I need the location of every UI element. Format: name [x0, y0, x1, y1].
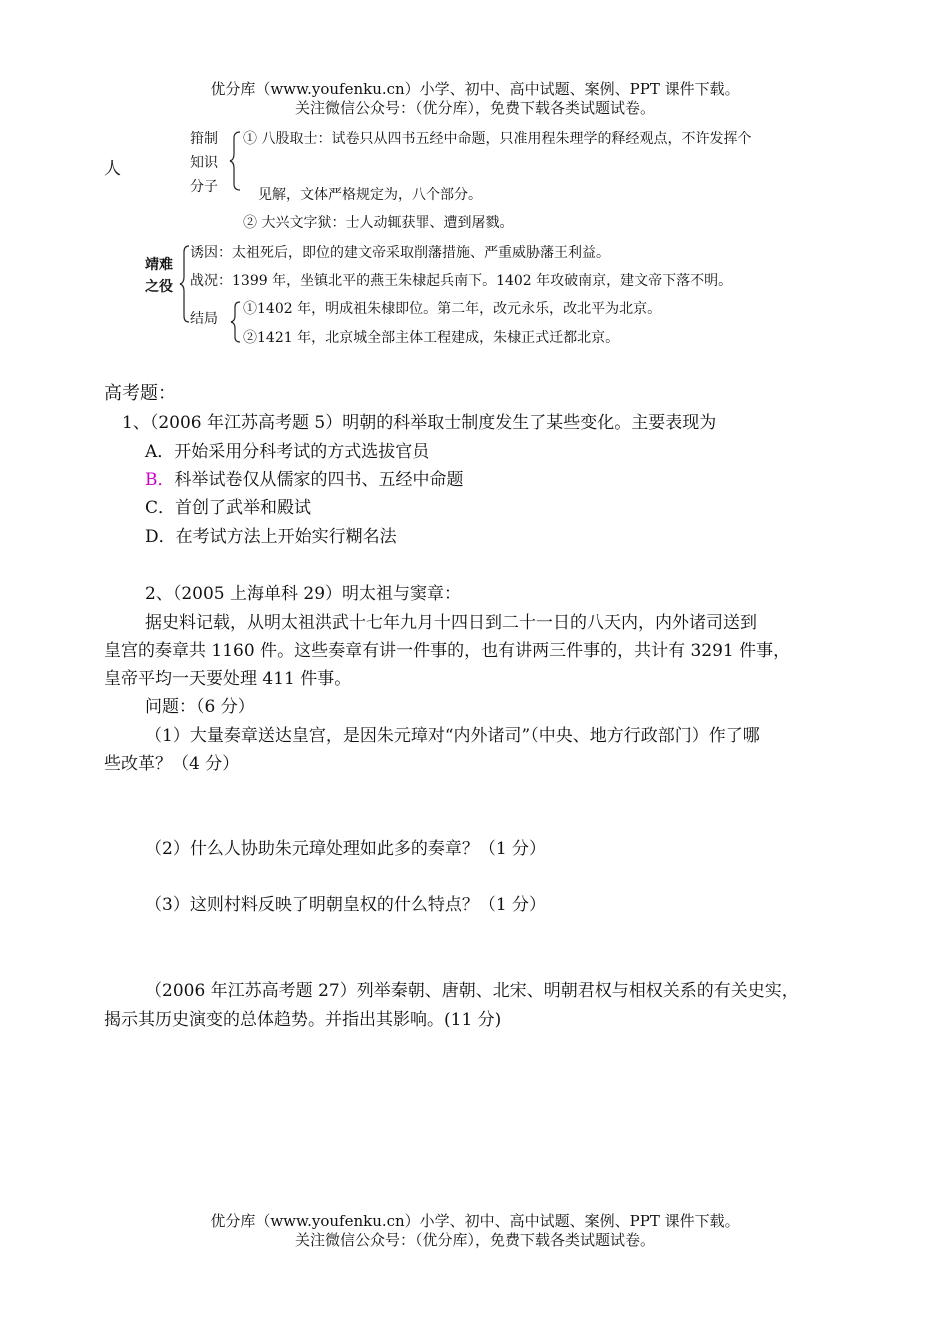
outline-jizhi-2: 知识 [190, 155, 218, 171]
q1-option-d [145, 526, 397, 548]
outline-ren: 人 [104, 159, 121, 179]
gaokao-title: 高考题： [104, 383, 176, 404]
q1-option-a-text: 开始采用分科考试的方式选拔官员 [174, 442, 430, 462]
q2-para-line-3: 皇帝平均一天要处理 411 件事。 [104, 669, 352, 689]
q1-option-a [145, 441, 429, 463]
outline-item-1-a: ① 八股取士：试卷只从四书五经中命题，只准用程朱理学的释经观点，不许发挥个 [243, 131, 752, 147]
outline-jieju: 结局 [190, 311, 218, 327]
outline-jingnan-1: 靖难 [145, 257, 173, 273]
q1-option-d-text: 在考试方法上开始实行糊名法 [175, 527, 397, 547]
q1-option-c-key: C． [145, 498, 176, 518]
q2-sub1-line-1: （1）大量奏章送达皇宫，是因朱元璋对“内外诸司”（中央、地方行政部门）作了哪 [145, 726, 760, 746]
q1-option-b-key: B． [145, 470, 175, 490]
q3-line-1: （2006 年江苏高考题 27）列举秦朝、唐朝、北宋、明朝君权与相权关系的有关史实， [145, 981, 799, 1001]
q2-para-line-1: 据史料记载，从明太祖洪武十七年九月十四日到二十一日的八天内，内外诸司送到 [145, 613, 757, 633]
outline-jieju-1: ①1402 年，明成祖朱棣即位。第二年，改元永乐，改北平为北京。 [243, 301, 662, 317]
q1-option-b-text: 科举试卷仅从儒家的四书、五经中命题 [174, 470, 464, 490]
outline-jieju-2: ②1421 年，北京城全部主体工程建成，朱棣正式迁都北京。 [243, 330, 620, 346]
q2-wenti: 问题：（6 分） [145, 697, 255, 717]
q3-line-2: 揭示其历史演变的总体趋势。并指出其影响。(11 分) [104, 1010, 502, 1030]
brace-jizhi [229, 130, 243, 192]
outline-zhankuang: 战况：1399 年，坐镇北平的燕王朱棣起兵南下。1402 年攻破南京，建文帝下落不明。 [190, 273, 733, 289]
q1-option-b [145, 469, 464, 491]
outline-item-2: ② 大兴文字狱：士人动辄获罪、遭到屠戮。 [243, 215, 514, 231]
q2-para-line-2: 皇宫的奏章共 1160 件。这些奏章有讲一件事的，也有讲两三件事的，共计有 3291 件事， [104, 641, 791, 661]
header-line-2: 关注微信公众号：（优分库），免费下载各类试题试卷。 [294, 99, 655, 117]
q2-sub3: （3）这则村料反映了明朝皇权的什么特点？（1 分） [145, 895, 547, 915]
q2-stem: 2、（2005 上海单科 29）明太祖与窦章： [145, 584, 462, 604]
outline-item-1-b: 见解，文体严格规定为，八个部分。 [258, 187, 482, 203]
outline-jingnan-2: 之役 [145, 279, 173, 295]
outline-jizhi-1: 箝制 [190, 131, 218, 147]
footer-line-1: 优分库（www.youfenku.cn）小学、初中、高中试题、案例、PPT 课件下载。 [210, 1212, 740, 1230]
q1-option-d-key: D． [145, 527, 176, 547]
q1-option-c-text: 首创了武举和殿试 [175, 498, 312, 518]
footer-line-2: 关注微信公众号：（优分库），免费下载各类试题试卷。 [294, 1231, 655, 1249]
q2-sub2: （2）什么人协助朱元璋处理如此多的奏章？（1 分） [145, 839, 547, 859]
brace-jieju [230, 300, 242, 344]
q1-option-a-key: A． [145, 442, 175, 462]
q1-stem: 1、（2006 年江苏高考题 5）明朝的科举取士制度发生了某些变化。主要表现为 [122, 413, 717, 433]
q2-sub1-line-2: 些改革？（4 分） [104, 754, 240, 774]
header-line-1: 优分库（www.youfenku.cn）小学、初中、高中试题、案例、PPT 课件下载。 [210, 80, 740, 98]
q1-option-c [145, 497, 311, 519]
outline-jizhi-3: 分子 [190, 179, 218, 195]
outline-yinyin: 诱因：太祖死后，即位的建文帝采取削藩措施、严重威胁藩王利益。 [190, 245, 610, 261]
